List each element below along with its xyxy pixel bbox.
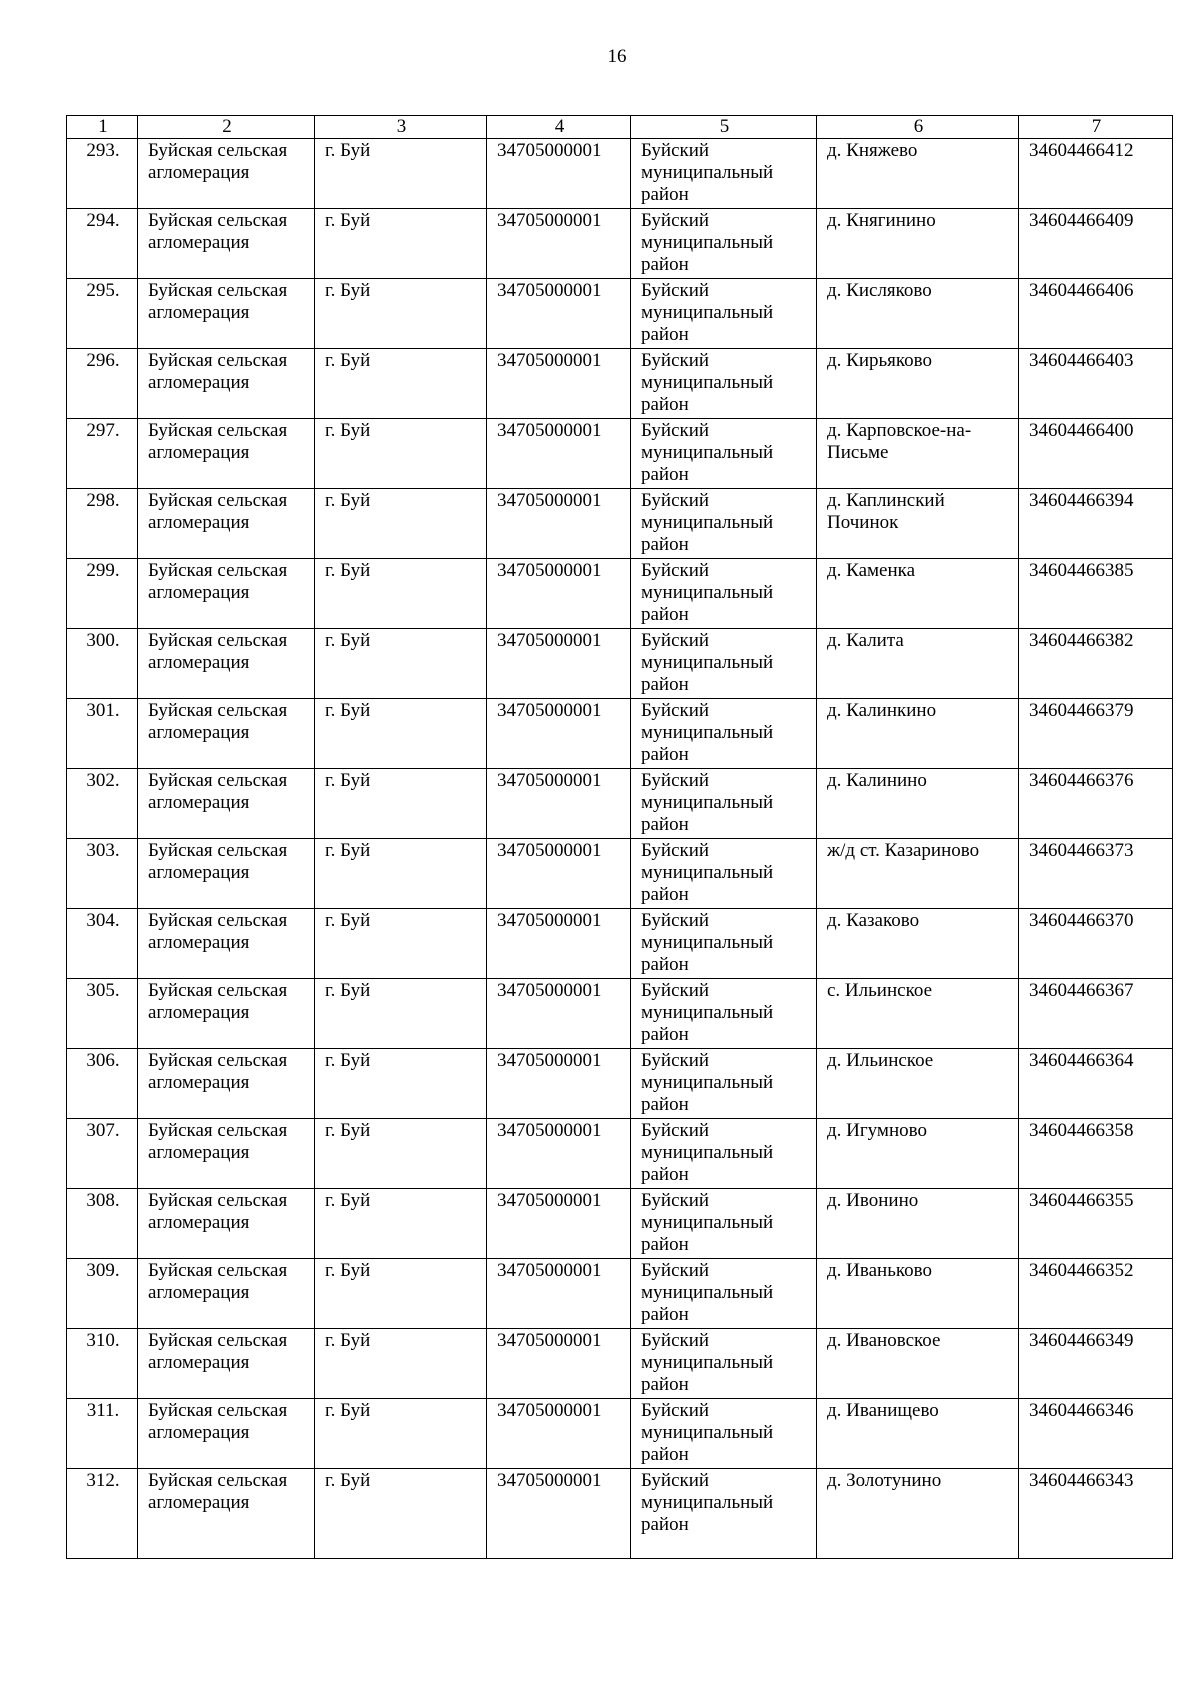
row-number: 294.	[67, 209, 138, 279]
city-cell: г. Буй	[315, 699, 487, 769]
city-code-cell: 34705000001	[487, 909, 631, 979]
city-cell: г. Буй	[315, 349, 487, 419]
city-code-cell: 34705000001	[487, 349, 631, 419]
column-header: 3	[315, 116, 487, 139]
settlement-cell: д. Калинкино	[817, 699, 1019, 769]
district-cell: Буйский муниципальный район	[631, 909, 817, 979]
row-number: 295.	[67, 279, 138, 349]
settlement-cell: д. Каменка	[817, 559, 1019, 629]
table-row	[67, 769, 1173, 839]
district-cell: Буйский муниципальный район	[631, 1469, 817, 1559]
city-code-cell: 34705000001	[487, 279, 631, 349]
city-cell: г. Буй	[315, 629, 487, 699]
row-number: 305.	[67, 979, 138, 1049]
city-cell: г. Буй	[315, 1119, 487, 1189]
city-cell: г. Буй	[315, 209, 487, 279]
table-row	[67, 979, 1173, 1049]
table-row	[67, 839, 1173, 909]
settlement-code-cell: 34604466349	[1019, 1329, 1173, 1399]
settlement-cell: д. Ивановское	[817, 1329, 1019, 1399]
city-cell: г. Буй	[315, 1399, 487, 1469]
settlement-cell: д. Иваньково	[817, 1259, 1019, 1329]
agglomeration-cell: Буйская сельская агломерация	[138, 839, 315, 909]
settlement-cell: д. Кисляково	[817, 279, 1019, 349]
city-code-cell: 34705000001	[487, 769, 631, 839]
row-number: 308.	[67, 1189, 138, 1259]
row-number: 311.	[67, 1399, 138, 1469]
settlement-cell: д. Княжево	[817, 139, 1019, 209]
settlement-cell: с. Ильинское	[817, 979, 1019, 1049]
row-number: 301.	[67, 699, 138, 769]
agglomeration-cell: Буйская сельская агломерация	[138, 979, 315, 1049]
settlements-table	[66, 115, 1173, 1559]
table-row	[67, 1119, 1173, 1189]
settlement-cell: д. Калита	[817, 629, 1019, 699]
city-code-cell: 34705000001	[487, 419, 631, 489]
column-header: 2	[138, 116, 315, 139]
district-cell: Буйский муниципальный район	[631, 769, 817, 839]
agglomeration-cell: Буйская сельская агломерация	[138, 559, 315, 629]
agglomeration-cell: Буйская сельская агломерация	[138, 1119, 315, 1189]
district-cell: Буйский муниципальный район	[631, 489, 817, 559]
settlement-cell: д. Калинино	[817, 769, 1019, 839]
city-cell: г. Буй	[315, 489, 487, 559]
district-cell: Буйский муниципальный район	[631, 209, 817, 279]
page-number: 16	[607, 46, 627, 67]
settlement-cell: д. Каплинский Починок	[817, 489, 1019, 559]
table-row	[67, 349, 1173, 419]
settlement-code-cell: 34604466379	[1019, 699, 1173, 769]
district-cell: Буйский муниципальный район	[631, 1329, 817, 1399]
settlement-code-cell: 34604466382	[1019, 629, 1173, 699]
city-code-cell: 34705000001	[487, 1189, 631, 1259]
settlement-cell: д. Карповское-на-Письме	[817, 419, 1019, 489]
city-code-cell: 34705000001	[487, 139, 631, 209]
table-header-row	[67, 116, 1173, 139]
settlement-code-cell: 34604466352	[1019, 1259, 1173, 1329]
settlement-cell: д. Золотунино	[817, 1469, 1019, 1559]
table-row	[67, 699, 1173, 769]
agglomeration-cell: Буйская сельская агломерация	[138, 1469, 315, 1559]
agglomeration-cell: Буйская сельская агломерация	[138, 629, 315, 699]
district-cell: Буйский муниципальный район	[631, 1189, 817, 1259]
district-cell: Буйский муниципальный район	[631, 629, 817, 699]
settlement-code-cell: 34604466343	[1019, 1469, 1173, 1559]
table-row	[67, 209, 1173, 279]
settlement-code-cell: 34604466400	[1019, 419, 1173, 489]
row-number: 303.	[67, 839, 138, 909]
row-number: 300.	[67, 629, 138, 699]
city-code-cell: 34705000001	[487, 209, 631, 279]
table-row	[67, 1259, 1173, 1329]
settlement-code-cell: 34604466373	[1019, 839, 1173, 909]
city-code-cell: 34705000001	[487, 1469, 631, 1559]
agglomeration-cell: Буйская сельская агломерация	[138, 489, 315, 559]
city-cell: г. Буй	[315, 1469, 487, 1559]
city-cell: г. Буй	[315, 559, 487, 629]
table-row	[67, 1189, 1173, 1259]
table-row	[67, 909, 1173, 979]
agglomeration-cell: Буйская сельская агломерация	[138, 769, 315, 839]
settlement-code-cell: 34604466394	[1019, 489, 1173, 559]
city-cell: г. Буй	[315, 1049, 487, 1119]
agglomeration-cell: Буйская сельская агломерация	[138, 909, 315, 979]
column-header: 4	[487, 116, 631, 139]
settlement-cell: ж/д ст. Казариново	[817, 839, 1019, 909]
settlement-code-cell: 34604466370	[1019, 909, 1173, 979]
agglomeration-cell: Буйская сельская агломерация	[138, 139, 315, 209]
table-row	[67, 139, 1173, 209]
settlement-code-cell: 34604466367	[1019, 979, 1173, 1049]
district-cell: Буйский муниципальный район	[631, 139, 817, 209]
city-code-cell: 34705000001	[487, 629, 631, 699]
table-row	[67, 419, 1173, 489]
district-cell: Буйский муниципальный район	[631, 1399, 817, 1469]
agglomeration-cell: Буйская сельская агломерация	[138, 1399, 315, 1469]
district-cell: Буйский муниципальный район	[631, 1119, 817, 1189]
city-code-cell: 34705000001	[487, 1119, 631, 1189]
settlement-cell: д. Игумново	[817, 1119, 1019, 1189]
city-cell: г. Буй	[315, 139, 487, 209]
city-cell: г. Буй	[315, 279, 487, 349]
settlement-code-cell: 34604466355	[1019, 1189, 1173, 1259]
city-cell: г. Буй	[315, 839, 487, 909]
agglomeration-cell: Буйская сельская агломерация	[138, 1259, 315, 1329]
row-number: 298.	[67, 489, 138, 559]
column-header: 5	[631, 116, 817, 139]
column-header: 6	[817, 116, 1019, 139]
row-number: 299.	[67, 559, 138, 629]
city-code-cell: 34705000001	[487, 1259, 631, 1329]
district-cell: Буйский муниципальный район	[631, 979, 817, 1049]
district-cell: Буйский муниципальный район	[631, 349, 817, 419]
city-code-cell: 34705000001	[487, 979, 631, 1049]
settlement-code-cell: 34604466412	[1019, 139, 1173, 209]
settlement-cell: д. Казаково	[817, 909, 1019, 979]
city-cell: г. Буй	[315, 909, 487, 979]
district-cell: Буйский муниципальный район	[631, 839, 817, 909]
city-code-cell: 34705000001	[487, 1049, 631, 1119]
agglomeration-cell: Буйская сельская агломерация	[138, 419, 315, 489]
agglomeration-cell: Буйская сельская агломерация	[138, 209, 315, 279]
settlement-code-cell: 34604466346	[1019, 1399, 1173, 1469]
city-cell: г. Буй	[315, 769, 487, 839]
row-number: 297.	[67, 419, 138, 489]
table-body	[67, 139, 1173, 1559]
settlement-code-cell: 34604466364	[1019, 1049, 1173, 1119]
district-cell: Буйский муниципальный район	[631, 1259, 817, 1329]
settlement-code-cell: 34604466376	[1019, 769, 1173, 839]
row-number: 293.	[67, 139, 138, 209]
city-code-cell: 34705000001	[487, 1329, 631, 1399]
city-cell: г. Буй	[315, 419, 487, 489]
row-number: 309.	[67, 1259, 138, 1329]
city-cell: г. Буй	[315, 1189, 487, 1259]
agglomeration-cell: Буйская сельская агломерация	[138, 1329, 315, 1399]
agglomeration-cell: Буйская сельская агломерация	[138, 699, 315, 769]
city-cell: г. Буй	[315, 1329, 487, 1399]
settlement-code-cell: 34604466409	[1019, 209, 1173, 279]
agglomeration-cell: Буйская сельская агломерация	[138, 279, 315, 349]
district-cell: Буйский муниципальный район	[631, 1049, 817, 1119]
row-number: 304.	[67, 909, 138, 979]
settlement-cell: д. Ильинское	[817, 1049, 1019, 1119]
table-row	[67, 1049, 1173, 1119]
table-row	[67, 1469, 1173, 1559]
settlement-code-cell: 34604466406	[1019, 279, 1173, 349]
city-code-cell: 34705000001	[487, 559, 631, 629]
settlement-cell: д. Княгинино	[817, 209, 1019, 279]
table-row	[67, 559, 1173, 629]
settlement-code-cell: 34604466358	[1019, 1119, 1173, 1189]
city-code-cell: 34705000001	[487, 839, 631, 909]
settlement-cell: д. Кирьяково	[817, 349, 1019, 419]
column-header: 7	[1019, 116, 1173, 139]
table-row	[67, 1399, 1173, 1469]
city-cell: г. Буй	[315, 979, 487, 1049]
table-row	[67, 1329, 1173, 1399]
district-cell: Буйский муниципальный район	[631, 419, 817, 489]
settlement-code-cell: 34604466385	[1019, 559, 1173, 629]
city-code-cell: 34705000001	[487, 489, 631, 559]
agglomeration-cell: Буйская сельская агломерация	[138, 1049, 315, 1119]
row-number: 302.	[67, 769, 138, 839]
city-cell: г. Буй	[315, 1259, 487, 1329]
column-header: 1	[67, 116, 138, 139]
agglomeration-cell: Буйская сельская агломерация	[138, 349, 315, 419]
agglomeration-cell: Буйская сельская агломерация	[138, 1189, 315, 1259]
settlement-cell: д. Иванищево	[817, 1399, 1019, 1469]
row-number: 312.	[67, 1469, 138, 1559]
row-number: 306.	[67, 1049, 138, 1119]
table-row	[67, 489, 1173, 559]
settlement-cell: д. Ивонино	[817, 1189, 1019, 1259]
row-number: 310.	[67, 1329, 138, 1399]
district-cell: Буйский муниципальный район	[631, 279, 817, 349]
city-code-cell: 34705000001	[487, 699, 631, 769]
city-code-cell: 34705000001	[487, 1399, 631, 1469]
district-cell: Буйский муниципальный район	[631, 559, 817, 629]
settlement-code-cell: 34604466403	[1019, 349, 1173, 419]
row-number: 307.	[67, 1119, 138, 1189]
row-number: 296.	[67, 349, 138, 419]
table-row	[67, 629, 1173, 699]
district-cell: Буйский муниципальный район	[631, 699, 817, 769]
table-row	[67, 279, 1173, 349]
